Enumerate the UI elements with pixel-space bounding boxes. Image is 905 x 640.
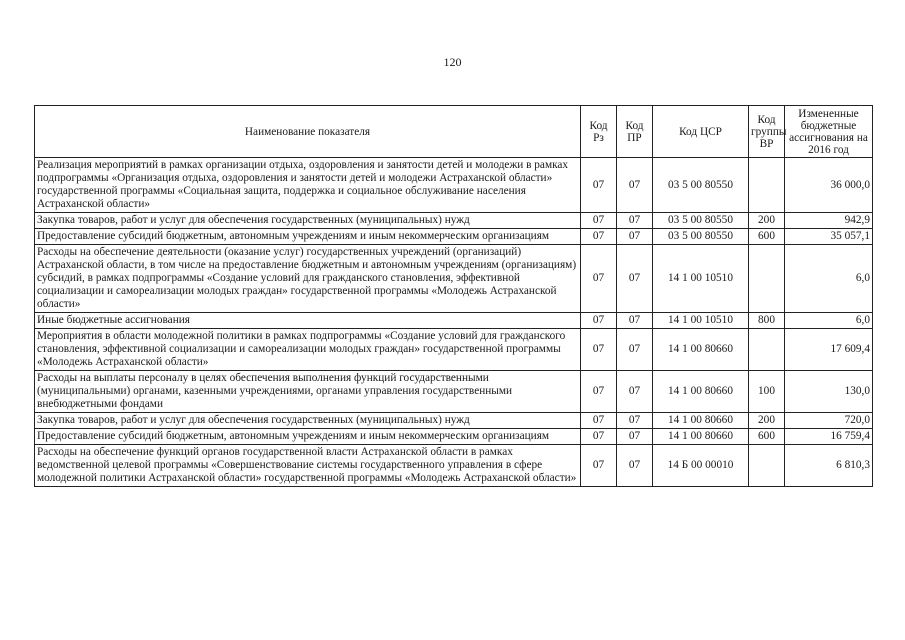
- cell-vr: [749, 445, 785, 487]
- cell-rz: 07: [581, 245, 617, 313]
- cell-pr: 07: [617, 213, 653, 229]
- cell-rz: 07: [581, 429, 617, 445]
- cell-pr: 07: [617, 429, 653, 445]
- cell-name: Предоставление субсидий бюджетным, автономным учреждениям и иным некоммерческим организациям: [35, 429, 581, 445]
- cell-vr: [749, 245, 785, 313]
- cell-amount: 720,0: [785, 413, 873, 429]
- header-vr: Код группы ВР: [749, 106, 785, 158]
- cell-name: Иные бюджетные ассигнования: [35, 313, 581, 329]
- cell-vr: [749, 158, 785, 213]
- cell-pr: 07: [617, 245, 653, 313]
- cell-amount: 16 759,4: [785, 429, 873, 445]
- header-amount: Измененные бюджетные ассигнования на 2016 год: [785, 106, 873, 158]
- cell-amount: 6 810,3: [785, 445, 873, 487]
- table-row: [35, 158, 873, 213]
- cell-csr: 03 5 00 80550: [653, 158, 749, 213]
- cell-csr: 14 1 00 10510: [653, 245, 749, 313]
- table-row: [35, 229, 873, 245]
- cell-amount: 942,9: [785, 213, 873, 229]
- table-row: [35, 429, 873, 445]
- cell-rz: 07: [581, 371, 617, 413]
- table-row: [35, 313, 873, 329]
- cell-csr: 14 Б 00 00010: [653, 445, 749, 487]
- cell-amount: 17 609,4: [785, 329, 873, 371]
- cell-csr: 14 1 00 10510: [653, 313, 749, 329]
- header-csr: Код ЦСР: [653, 106, 749, 158]
- cell-name: Мероприятия в области молодежной политики в рамках подпрограммы «Создание условий для гражданского становления, эффективной социализации и самореализации молодых граждан» государственной программы «Молодежь Астраханской области»: [35, 329, 581, 371]
- table-row: [35, 371, 873, 413]
- cell-vr: 200: [749, 413, 785, 429]
- header-name: Наименование показателя: [35, 106, 581, 158]
- cell-csr: 14 1 00 80660: [653, 371, 749, 413]
- cell-csr: 14 1 00 80660: [653, 329, 749, 371]
- table-row: [35, 445, 873, 487]
- cell-rz: 07: [581, 213, 617, 229]
- cell-name: Закупка товаров, работ и услуг для обеспечения государственных (муниципальных) нужд: [35, 213, 581, 229]
- cell-name: Расходы на обеспечение функций органов государственной власти Астраханской области в рамках ведомственной целевой программы «Совершенствование системы государственного управления в сфере молодежной политики Астраханской области» государственной программы «Молодежь Астраханской области»: [35, 445, 581, 487]
- cell-csr: 03 5 00 80550: [653, 229, 749, 245]
- cell-amount: 6,0: [785, 245, 873, 313]
- cell-amount: 130,0: [785, 371, 873, 413]
- cell-csr: 03 5 00 80550: [653, 213, 749, 229]
- table-row: [35, 413, 873, 429]
- cell-rz: 07: [581, 229, 617, 245]
- cell-pr: 07: [617, 445, 653, 487]
- budget-table: [34, 105, 873, 487]
- cell-pr: 07: [617, 229, 653, 245]
- cell-csr: 14 1 00 80660: [653, 429, 749, 445]
- cell-name: Расходы на обеспечение деятельности (оказание услуг) государственных учреждений (организаций) Астраханской области, в том числе на предоставление бюджетным и автономным учреждениям (организациям) субсидий, в рамках подпрограммы «Создание условий для гражданского становления, эффективной социализации и самореализации молодых граждан» государственной программы «Молодежь Астраханской области»: [35, 245, 581, 313]
- table-row: [35, 245, 873, 313]
- cell-rz: 07: [581, 445, 617, 487]
- cell-vr: 800: [749, 313, 785, 329]
- cell-amount: 36 000,0: [785, 158, 873, 213]
- cell-amount: 35 057,1: [785, 229, 873, 245]
- cell-csr: 14 1 00 80660: [653, 413, 749, 429]
- cell-pr: 07: [617, 371, 653, 413]
- header-pr: Код ПР: [617, 106, 653, 158]
- cell-rz: 07: [581, 313, 617, 329]
- cell-name: Предоставление субсидий бюджетным, автономным учреждениям и иным некоммерческим организациям: [35, 229, 581, 245]
- cell-rz: 07: [581, 413, 617, 429]
- cell-rz: 07: [581, 329, 617, 371]
- cell-vr: 600: [749, 429, 785, 445]
- cell-pr: 07: [617, 313, 653, 329]
- cell-pr: 07: [617, 158, 653, 213]
- cell-vr: 600: [749, 229, 785, 245]
- cell-name: Реализация мероприятий в рамках организации отдыха, оздоровления и занятости детей и молодежи в рамках подпрограммы «Организация отдыха, оздоровления и занятости детей и молодежи Астраханской области» государственной программы «Социальная защита, поддержка и социальное обслуживание населения Астраханской области»: [35, 158, 581, 213]
- cell-amount: 6,0: [785, 313, 873, 329]
- cell-vr: [749, 329, 785, 371]
- cell-name: Закупка товаров, работ и услуг для обеспечения государственных (муниципальных) нужд: [35, 413, 581, 429]
- table-row: [35, 329, 873, 371]
- header-rz: Код Рз: [581, 106, 617, 158]
- cell-name: Расходы на выплаты персоналу в целях обеспечения выполнения функций государственными (муниципальными) органами, казенными учреждениями, органами управления государственными внебюджетными фондами: [35, 371, 581, 413]
- cell-pr: 07: [617, 329, 653, 371]
- table-row: [35, 213, 873, 229]
- table-header-row: [35, 106, 873, 158]
- page-number: 120: [443, 55, 462, 69]
- cell-pr: 07: [617, 413, 653, 429]
- cell-vr: 100: [749, 371, 785, 413]
- cell-vr: 200: [749, 213, 785, 229]
- cell-rz: 07: [581, 158, 617, 213]
